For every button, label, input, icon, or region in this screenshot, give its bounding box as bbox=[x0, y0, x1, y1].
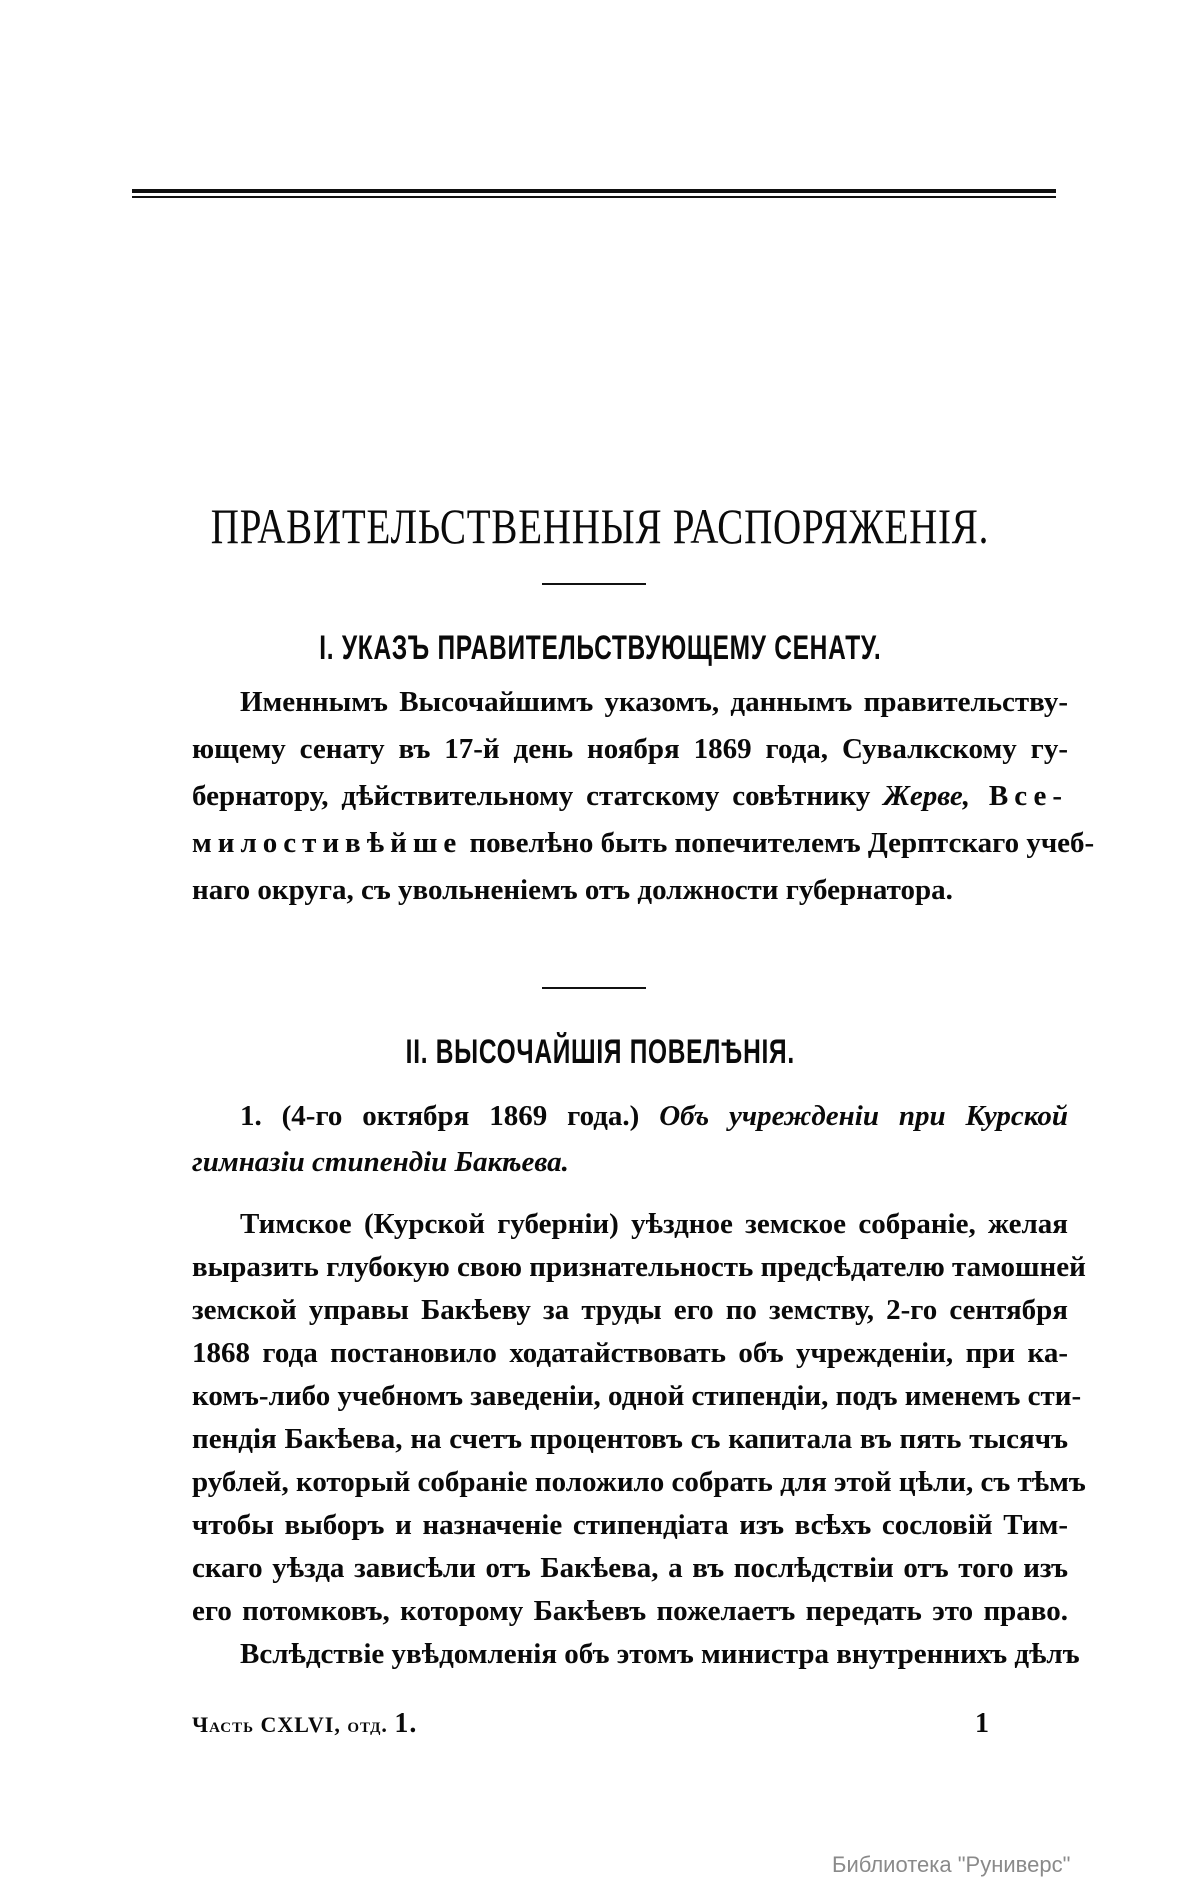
text-segment: земской управы Бакѣеву за труды его по земству, 2-го сентября bbox=[192, 1294, 1068, 1326]
top-rule bbox=[132, 189, 1056, 193]
text-segment: комъ-либо учебномъ заведеніи, одной стипендіи, подъ именемъ сти- bbox=[192, 1380, 1082, 1412]
text-segment: Вслѣдствіе увѣдомленія объ этомъ министра внутреннихъ дѣлъ bbox=[240, 1638, 1080, 1670]
text-line bbox=[192, 1591, 1068, 1631]
text-segment: бернатору, дѣйствительному статскому совѣтнику bbox=[192, 780, 884, 812]
section1-heading: I. УКАЗЪ ПРАВИТЕЛЬСТВУЮЩЕМУ СЕНАТУ. bbox=[318, 629, 882, 667]
text-line bbox=[240, 1634, 1080, 1674]
footer-signature: Часть CXLVI, отд. 1. bbox=[192, 1708, 418, 1739]
text-segment: чтобы выборъ и назначеніе стипендіата изъ всѣхъ сословій Тим- bbox=[192, 1509, 1068, 1541]
text-segment: Именнымъ Высочайшимъ указомъ, даннымъ правительству- bbox=[240, 686, 1068, 718]
text-line bbox=[192, 823, 1095, 863]
text-line bbox=[192, 776, 1068, 816]
italic-text: Объ учрежденіи при Курской bbox=[659, 1100, 1068, 1132]
text-line bbox=[192, 1419, 1068, 1459]
italic-text: гимназіи стипендіи Бакѣева. bbox=[192, 1146, 569, 1178]
italic-text: Жерве, bbox=[883, 780, 971, 812]
text-segment: наго округа, съ увольненіемъ отъ должности губернатора. bbox=[192, 874, 953, 906]
text-line bbox=[192, 1247, 1086, 1287]
text-line bbox=[240, 1096, 1068, 1136]
text-line bbox=[192, 1333, 1068, 1373]
text-segment: скаго уѣзда зависѣли отъ Бакѣева, а въ послѣдствіи отъ того изъ bbox=[192, 1552, 1068, 1584]
text-line bbox=[192, 1290, 1068, 1330]
text-segment: рублей, который собраніе положило собрать для этой цѣли, съ тѣмъ bbox=[192, 1466, 1086, 1498]
library-watermark: Библиотека "Руниверс" bbox=[832, 1852, 1071, 1877]
text-segment: пендія Бакѣева, на счетъ процентовъ съ капитала въ пять тысячъ bbox=[192, 1423, 1068, 1455]
text-segment: ющему сенату въ 17-й день ноября 1869 года, Сувалкскому гу- bbox=[192, 733, 1068, 765]
text-segment: Все- bbox=[970, 780, 1068, 812]
text-line bbox=[192, 729, 1068, 769]
text-segment: 1868 года постановило ходатайствовать объ учрежденіи, при ка- bbox=[192, 1337, 1068, 1369]
text-segment: выразить глубокую свою признательность предсѣдателю тамошней bbox=[192, 1251, 1086, 1283]
divider bbox=[542, 583, 646, 585]
top-rule-thin bbox=[132, 196, 1056, 198]
text-line bbox=[192, 1548, 1068, 1588]
text-segment: его потомковъ, которому Бакѣевъ пожелаетъ передать это право. bbox=[192, 1595, 1068, 1627]
text-line bbox=[192, 1376, 1082, 1416]
section2-heading: II. ВЫСОЧАЙШІЯ ПОВЕЛѢНІЯ. bbox=[405, 1033, 795, 1071]
text-line bbox=[192, 870, 1068, 910]
text-segment: милостивѣйше bbox=[192, 827, 463, 859]
text-segment: Тимское (Курской губерніи) уѣздное земское собраніе, желая bbox=[240, 1208, 1068, 1240]
text-line bbox=[192, 1142, 1068, 1182]
divider bbox=[542, 987, 646, 989]
text-line bbox=[240, 682, 1068, 722]
text-line bbox=[240, 1204, 1068, 1244]
text-segment: повелѣно быть попечителемъ Дерптскаго учеб- bbox=[462, 827, 1095, 859]
text-segment: 1. (4-го октября 1869 года.) bbox=[240, 1100, 660, 1132]
text-line bbox=[192, 1505, 1068, 1545]
page-title: ПРАВИТЕЛЬСТВЕННЫЯ РАСПОРЯЖЕНІЯ. bbox=[210, 498, 990, 554]
page-number: 1 bbox=[975, 1708, 989, 1739]
text-line bbox=[192, 1462, 1086, 1502]
